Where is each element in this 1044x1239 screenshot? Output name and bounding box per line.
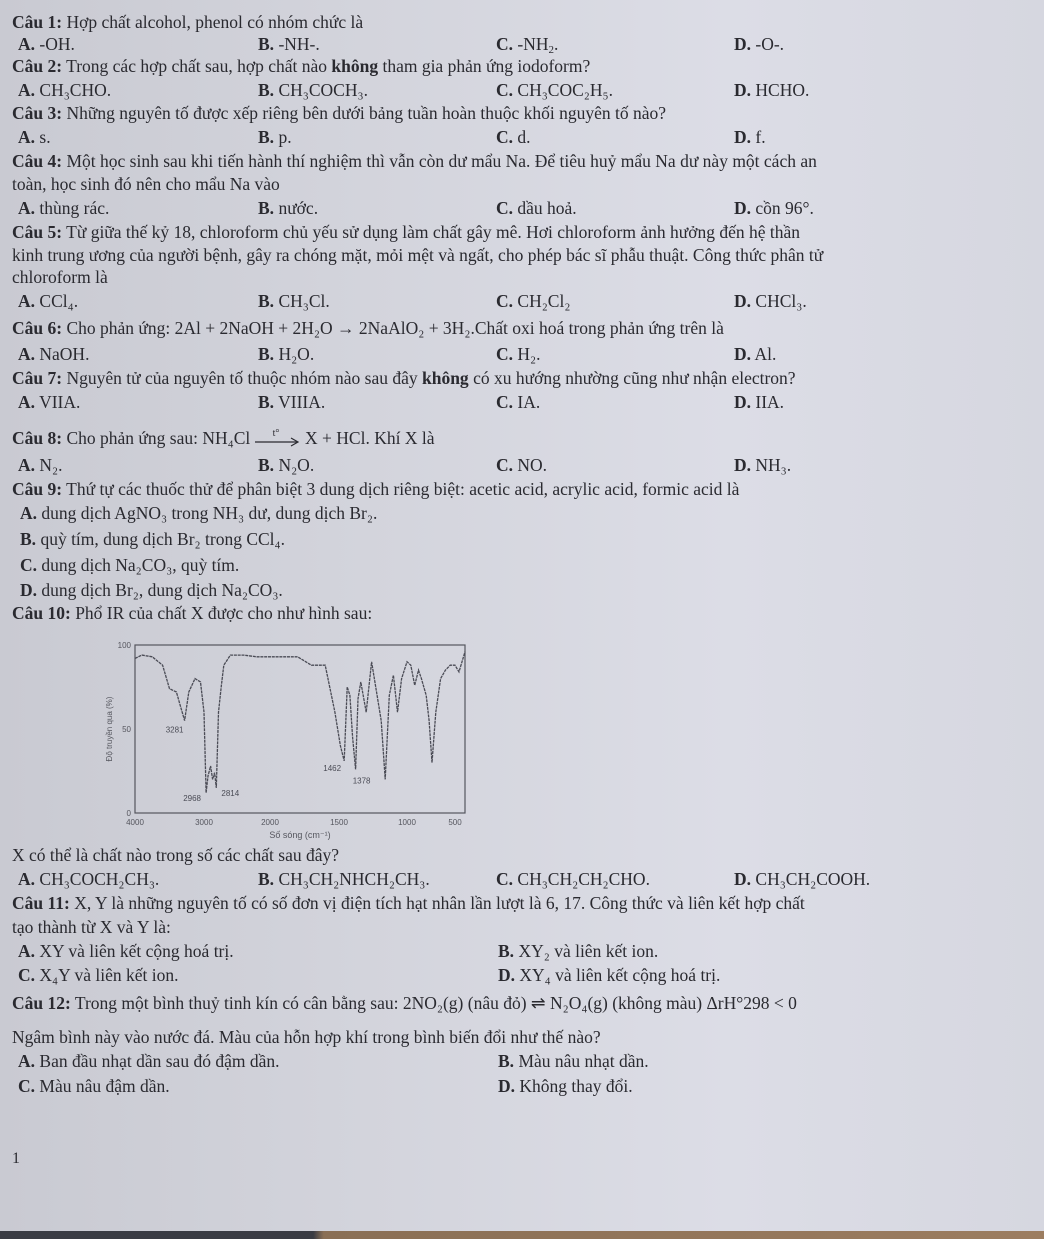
- q5-option-b[interactable]: B. CH₃Cl.: [258, 291, 330, 311]
- question-12: Câu 12: Trong một bình thuỷ tinh kín có cân bằng sau: 2NO₂(g) (nâu đỏ) ⇌ N₂O₄(g) (không màu) ΔrH°298 < 0: [12, 993, 797, 1013]
- question-2: Câu 2: Trong các hợp chất sau, hợp chất nào không tham gia phản ứng iodoform?: [12, 56, 591, 76]
- q7-option-a[interactable]: A. VIIA.: [18, 392, 81, 412]
- q2-option-b[interactable]: B. CH₃COCH₃.: [258, 80, 368, 100]
- question-1-label: Câu 1:: [12, 12, 63, 32]
- desk-surface: [0, 1231, 1044, 1239]
- q3-option-c[interactable]: C. d.: [496, 127, 531, 147]
- svg-text:0: 0: [126, 809, 131, 818]
- q6-option-b[interactable]: B. H₂O.: [258, 344, 315, 364]
- svg-text:1378: 1378: [352, 776, 371, 786]
- heat-arrow-icon: t°: [255, 434, 301, 446]
- q5-option-d[interactable]: D. CHCl₃.: [734, 291, 807, 311]
- svg-text:2000: 2000: [261, 818, 279, 827]
- question-3: Câu 3: Những nguyên tố được xếp riêng bên dưới bảng tuần hoàn thuộc khối nguyên tố nào?: [12, 103, 666, 123]
- q8-option-d[interactable]: D. NH₃.: [734, 455, 792, 475]
- reaction-equation: 2Al + 2NaOH + 2H₂O → 2NaAlO₂ + 3H₂: [174, 318, 471, 338]
- q12-option-b[interactable]: B. Màu nâu nhạt dần.: [498, 1051, 649, 1071]
- q1-option-c[interactable]: C. $-NH_2$.: [496, 34, 559, 56]
- question-5-line-3: chloroform là: [12, 267, 108, 287]
- q12-option-a[interactable]: A. Ban đầu nhạt dần sau đó đậm dần.: [18, 1051, 280, 1071]
- q1-option-d[interactable]: D. -O-.: [734, 34, 785, 54]
- question-12-line-2: Ngâm bình này vào nước đá. Màu của hỗn hợp khí trong bình biến đổi như thế nào?: [12, 1027, 601, 1047]
- page-number: 1: [12, 1150, 20, 1167]
- q11-option-a[interactable]: A. XY và liên kết cộng hoá trị.: [18, 941, 234, 961]
- question-11-line-2: tạo thành từ X và Y là:: [12, 917, 171, 937]
- q2-option-a[interactable]: A. CH₃CHO.: [18, 80, 112, 100]
- q4-option-b[interactable]: B. nước.: [258, 198, 319, 218]
- q4-option-a[interactable]: A. thùng rác.: [18, 198, 110, 218]
- q2-option-c[interactable]: C. CH₃COC₂H₅.: [496, 80, 613, 100]
- q5-option-c[interactable]: C. CH₂Cl₂: [496, 291, 571, 311]
- q11-option-d[interactable]: D. XY₄ và liên kết cộng hoá trị.: [498, 965, 721, 985]
- q9-option-d[interactable]: D. dung dịch Br₂, dung dịch Na₂CO₃.: [20, 580, 283, 600]
- svg-text:3281: 3281: [165, 725, 184, 735]
- q10-option-d[interactable]: D. CH₃CH₂COOH.: [734, 869, 871, 889]
- svg-text:2968: 2968: [183, 793, 202, 803]
- question-1-text: Hợp chất alcohol, phenol có nhóm chức là: [66, 12, 364, 32]
- question-7: Câu 7: Nguyên tử của nguyên tố thuộc nhóm nào sau đây không có xu hướng nhường cũng như nhận electron?: [12, 368, 796, 388]
- q6-option-c[interactable]: C. H₂.: [496, 344, 541, 364]
- q2-option-d[interactable]: D. HCHO.: [734, 80, 810, 100]
- q8-option-c[interactable]: C. NO.: [496, 455, 548, 475]
- q7-option-d[interactable]: D. IIA.: [734, 392, 785, 412]
- svg-text:1000: 1000: [398, 818, 416, 827]
- question-4: Câu 4: Một học sinh sau khi tiến hành thí nghiệm thì vẫn còn dư mẩu Na. Để tiêu huỷ mẩu Na dư này một cách an: [12, 151, 817, 171]
- q12-option-d[interactable]: D. Không thay đổi.: [498, 1076, 633, 1096]
- svg-text:500: 500: [448, 818, 462, 827]
- q3-option-d[interactable]: D. f.: [734, 127, 766, 147]
- question-10-prompt: X có thể là chất nào trong số các chất sau đây?: [12, 845, 340, 865]
- q9-option-a[interactable]: A. dung dịch AgNO₃ trong NH₃ dư, dung dịch Br₂.: [20, 503, 378, 523]
- question-5-line-2: kinh trung ương của người bệnh, gây ra chóng mặt, mỏi mệt và ngất, cho phép bác sĩ phẫu thuật. Công thức phân tử: [12, 245, 824, 265]
- question-8: Câu 8: Cho phản ứng sau: NH₄Cl t° X + HCl. Khí X là: [12, 427, 435, 448]
- question-5: Câu 5: Từ giữa thế kỷ 18, chloroform chủ yếu sử dụng làm chất gây mê. Hơi chloroform ảnh hưởng đến hệ thần: [12, 222, 801, 242]
- q3-option-a[interactable]: A. s.: [18, 127, 51, 147]
- question-11: Câu 11: X, Y là những nguyên tố có số đơn vị điện tích hạt nhân lần lượt là 6, 17. Công thức và liên kết hợp chất: [12, 893, 805, 913]
- svg-text:100: 100: [117, 641, 131, 650]
- q1-option-a[interactable]: A. -OH.: [18, 34, 75, 54]
- ir-spectrum-plot: [80, 630, 480, 840]
- svg-text:50: 50: [122, 725, 131, 734]
- q10-option-c[interactable]: C. CH₃CH₂CH₂CHO.: [496, 869, 650, 889]
- q10-option-a[interactable]: A. CH₃COCH₂CH₃.: [18, 869, 160, 889]
- question-9: Câu 9: Thứ tự các thuốc thử để phân biệt 3 dung dịch riêng biệt: acetic acid, acrylic acid, formic acid là: [12, 479, 740, 499]
- q6-option-d[interactable]: D. Al.: [734, 344, 777, 364]
- q6-option-a[interactable]: A. NaOH.: [18, 344, 90, 364]
- svg-text:Số sóng (cm⁻¹): Số sóng (cm⁻¹): [269, 830, 331, 840]
- q9-option-b[interactable]: B. quỳ tím, dung dịch Br₂ trong CCl₄.: [20, 529, 286, 549]
- svg-text:2814: 2814: [221, 788, 240, 798]
- q8-option-a[interactable]: A. N₂.: [18, 455, 63, 475]
- q3-option-b[interactable]: B. p.: [258, 127, 292, 147]
- svg-text:1462: 1462: [323, 763, 342, 773]
- question-10: Câu 10: Phổ IR của chất X được cho như hình sau:: [12, 603, 373, 623]
- q8-option-b[interactable]: B. N₂O.: [258, 455, 315, 475]
- q9-option-c[interactable]: C. dung dịch Na₂CO₃, quỳ tím.: [20, 555, 240, 575]
- equilibrium-equation: 2NO₂(g) (nâu đỏ) ⇌ N₂O₄(g) (không màu) ΔrH°298 < 0: [402, 993, 797, 1013]
- q11-option-c[interactable]: C. X₄Y và liên kết ion.: [18, 965, 179, 985]
- question-6: Câu 6: Cho phản ứng: 2Al + 2NaOH + 2H₂O → 2NaAlO₂ + 3H₂.Chất oxi hoá trong phản ứng trên là: [12, 318, 724, 338]
- q5-option-a[interactable]: A. CCl₄.: [18, 291, 79, 311]
- svg-text:3000: 3000: [195, 818, 213, 827]
- q10-option-b[interactable]: B. CH₃CH₂NHCH₂CH₃.: [258, 869, 430, 889]
- svg-text:1500: 1500: [330, 818, 348, 827]
- q7-option-c[interactable]: C. IA.: [496, 392, 541, 412]
- svg-text:4000: 4000: [126, 818, 144, 827]
- q4-option-c[interactable]: C. dầu hoả.: [496, 198, 577, 218]
- q4-option-d[interactable]: D. cồn 96°.: [734, 198, 814, 218]
- ir-spectrum-chart: [80, 630, 480, 840]
- q12-option-c[interactable]: C. Màu nâu đậm dần.: [18, 1076, 170, 1096]
- question-1: [12, 12, 363, 32]
- question-4-line-2: toàn, học sinh đó nên cho mẩu Na vào: [12, 174, 280, 194]
- svg-text:Độ truyền qua (%): Độ truyền qua (%): [105, 696, 114, 762]
- q1-option-b[interactable]: B. -NH-.: [258, 34, 320, 54]
- q11-option-b[interactable]: B. XY₂ và liên kết ion.: [498, 941, 659, 961]
- q7-option-b[interactable]: B. VIIIA.: [258, 392, 326, 412]
